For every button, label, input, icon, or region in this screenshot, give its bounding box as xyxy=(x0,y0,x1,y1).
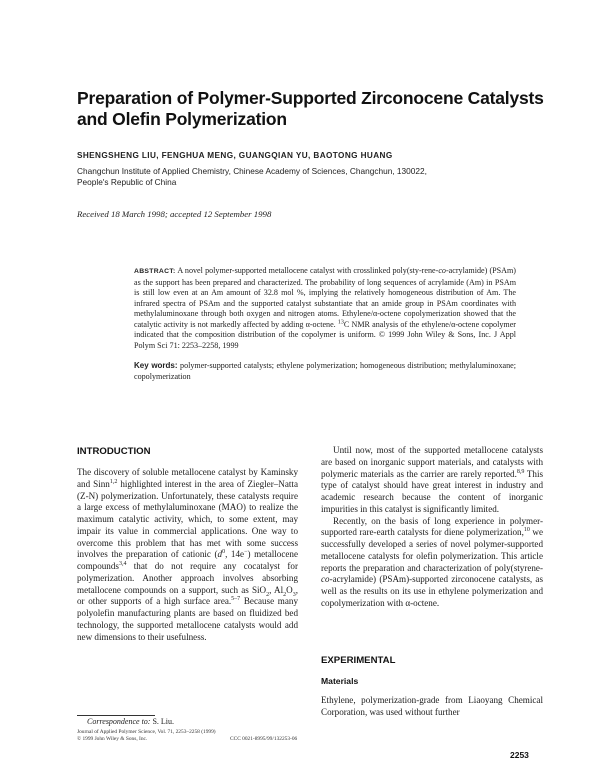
o3-sub: 3 xyxy=(292,591,296,598)
affiliation-line-2: People's Republic of China xyxy=(77,177,177,188)
journal-line-2: © 1999 John Wiley & Sons, Inc. xyxy=(77,736,148,742)
sio2-sub: 2 xyxy=(266,591,270,598)
d-zero: 0 xyxy=(222,549,226,556)
intro-text-2: highlighted interest in the area of Ziegler–Natta (Z-N) polymerization. Unfortunately, these catalysts require a large excess of methylaluminoxane (MAO) to realize the maximum catalytic activity, which, to some extent, may impair its value in commercial applications. One way to overcome this problem that has met with some success involves the preparation of cationic ( xyxy=(77,478,298,560)
correspondence-name: S. Liu. xyxy=(152,717,175,726)
abstract-label: ABSTRACT: xyxy=(134,268,176,275)
right-p2-b: we successfully developed a series of novel polymer-supported metallocene catalysts for olefin polymerization. This article reports the preparation and characterization of poly(styrene- xyxy=(321,527,543,573)
intro-text-4: ) metallocene compounds xyxy=(77,549,298,571)
ref-3-4: 3,4 xyxy=(118,560,127,567)
intro-paragraph xyxy=(77,467,298,643)
right-p2-c: -acrylamide) (PSAm)-supported zirconocene catalysts, as well as the results on its use in ethylene polymerization and copolymerization with α-octene. xyxy=(321,574,543,608)
footnote-rule xyxy=(77,715,155,716)
right-p2-a: Recently, on the basis of long experience in polymer-supported rare-earth catalysts for diene polymerization, xyxy=(321,515,543,538)
experimental-heading: EXPERIMENTAL xyxy=(321,655,396,666)
materials-text: Ethylene, polymerization-grade from Liaoyang Chemical Corporation, was used without further xyxy=(321,695,543,717)
correspondence xyxy=(87,717,174,726)
page-number: 2253 xyxy=(510,750,529,760)
authors: SHENGSHENG LIU, FENGHUA MENG, GUANGQIAN YU, BAOTONG HUANG xyxy=(77,151,393,160)
abstract-co: co xyxy=(438,266,446,275)
journal-line-1: Journal of Applied Polymer Science, Vol. 71, 2253–2258 (1999) xyxy=(77,729,216,735)
journal-info xyxy=(77,729,347,743)
intro-text-5: that do not require any cocatalyst for polymerization. Another approach involves absorbing metallocene compounds on a support, such as SiO xyxy=(77,561,298,595)
minus-charge: − xyxy=(244,549,248,556)
right-paragraph-2 xyxy=(321,516,543,610)
intro-text-9: Because many polyolefin manufacturing plants are based on fluidized bed technology, the supported metallocene catalysts would add new dimensions to their usefulness. xyxy=(77,596,298,642)
intro-text-3: , 14e xyxy=(225,549,245,560)
keywords-label: Key words: xyxy=(134,361,178,370)
right-co: co xyxy=(321,574,330,585)
title-line-2: and Olefin Polymerization xyxy=(77,109,287,129)
correspondence-label: Correspondence to: xyxy=(87,717,151,726)
article-title xyxy=(77,88,547,130)
received-dates: Received 18 March 1998; accepted 12 September 1998 xyxy=(77,209,272,219)
right-p1-a: Until now, most of the supported metallocene catalysts are based on inorganic support materials, and catalysts with polymeric materials as the carrier are rarely reported. xyxy=(321,445,543,479)
intro-text-1: The discovery of soluble metallocene catalyst by Kaminsky and Sinn xyxy=(77,467,298,489)
abstract-sup-13: 13 xyxy=(337,318,344,325)
keywords-text: polymer-supported catalysts; ethylene polymerization; homogeneous distribution; methylaluminoxane; copolymerization xyxy=(134,361,516,381)
ccc-code: CCC 0021-8995/99/132253-06 xyxy=(230,736,298,742)
keywords xyxy=(134,361,516,382)
intro-heading: INTRODUCTION xyxy=(77,446,151,457)
intro-text-7: O xyxy=(286,584,293,595)
right-p1-b: This type of catalyst should have great interest in industry and academic research because the content of inorganic impurities in this catalyst is significantly limited. xyxy=(321,468,544,514)
intro-text-8: , or other supports of a high surface area. xyxy=(77,584,298,607)
affiliation xyxy=(77,166,497,188)
ref-8-9: 8,9 xyxy=(516,468,525,475)
title-line-1: Preparation of Polymer-Supported Zirconocene Catalysts xyxy=(77,88,544,108)
ref-1-2: 1,2 xyxy=(109,478,118,485)
al2-sub: 2 xyxy=(283,591,287,598)
abstract-text-b: -acrylamide) (PSAm) as the support has been prepared and characterized. The probability of long sequences of acrylamide (Am) in PSAm is still low even at an Am amount of 32.8 mol %, implying the relatively homogeneous distribution of Am. The infrared spectra of PSAm and the supported catalyst substantiate that an amide group in PSAm coordinates with methylaluminoxane through both oxygen and nitrogen atoms. Ethylene/α-octene copolymerization showed that the catalytic activity is not markedly affected by adding α-octene. xyxy=(134,266,517,329)
abstract-text-a: A novel polymer-supported metallocene catalyst with crosslinked poly(sty-rene- xyxy=(177,266,439,275)
intro-text-6: , Al xyxy=(269,584,284,595)
d-symbol: d xyxy=(217,549,223,560)
right-paragraph-1 xyxy=(321,445,543,516)
ref-10: 10 xyxy=(523,527,530,534)
materials-heading: Materials xyxy=(321,676,359,686)
abstract xyxy=(134,266,516,351)
abstract-text-c: C NMR analysis of the ethylene/α-octene copolymer indicated that the composition distribution of the copolymer is uniform. © 1999 John Wiley & Sons, Inc. J Appl Polym Sci 71: 2253–2258, 1999 xyxy=(134,319,516,350)
ref-5-7: 5–7 xyxy=(231,596,241,603)
affiliation-line-1: Changchun Institute of Applied Chemistry, Chinese Academy of Sciences, Changchun, 130022, xyxy=(77,166,427,176)
right-column-paragraphs xyxy=(321,445,543,610)
